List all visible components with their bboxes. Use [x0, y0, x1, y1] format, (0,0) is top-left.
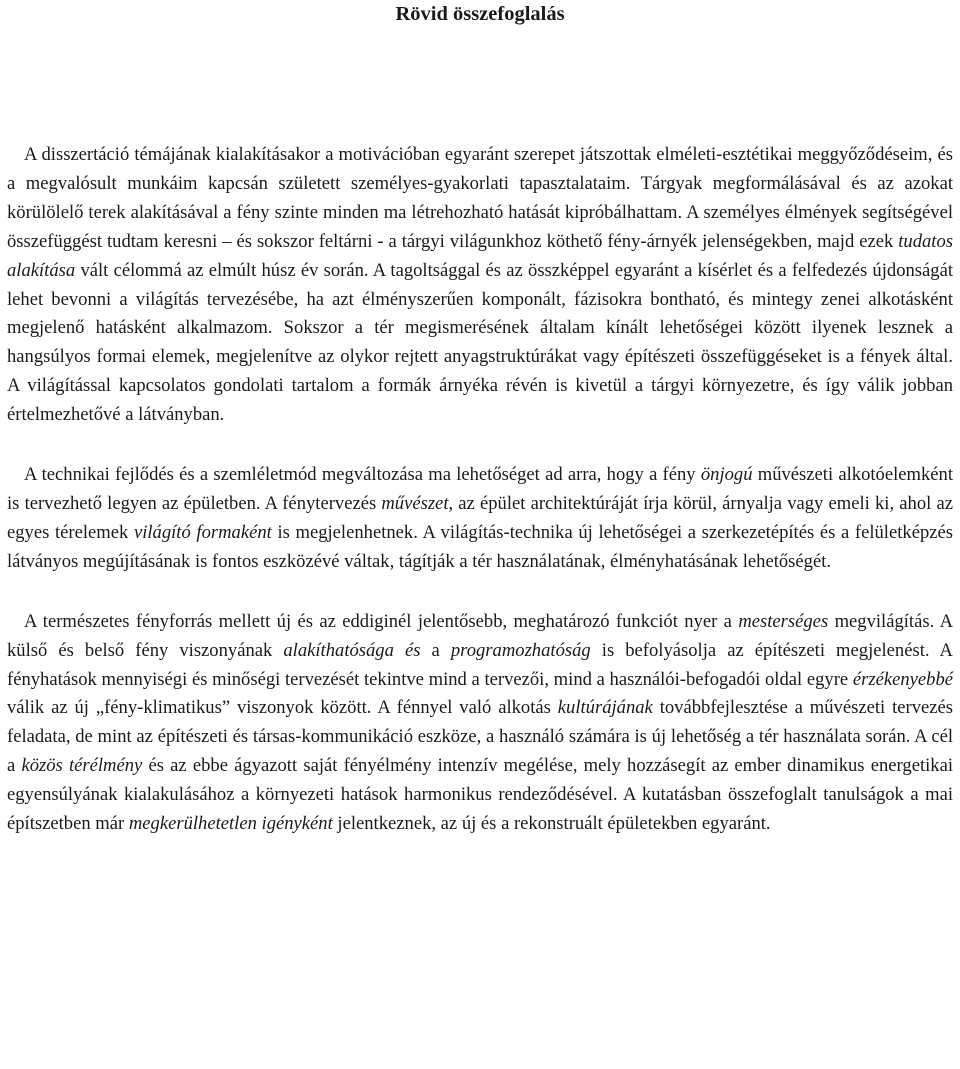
italic-text-run: közös térélmény — [21, 755, 143, 777]
text-run: a — [420, 639, 451, 661]
text-run: vált célommá az elmúlt húsz év során. A tagoltsággal és az összképpel egyaránt a kísérlet és a felfedezés újdonságát lehet bevonni a világítás tervezésébe, ha azt élményszerűen komponált, fázisokra bontható, és mintegy zenei alkotásként megjelenő hatásként alkalmazom. Sokszor a tér megismerésének általam kínált lehetőségei között ilyenek lesznek a hangsúlyos formai elemek, megjelenítve az olykor rejtett anyagstruktúrákat vagy építészeti összefüggéseket is a fények által. A világítással kapcsolatos gondolati tartalom a formák árnyéka révén is kivetül a tárgyi környezetre, és így válik jobban értelmezhetővé a látványban. — [7, 259, 953, 426]
italic-text-run: megkerülhetetlen igényként — [128, 813, 333, 835]
page-title: Rövid összefoglalás — [395, 3, 565, 25]
italic-text-run: érzékenyebbé — [852, 668, 953, 690]
italic-text-run: világító formaként — [133, 521, 272, 543]
italic-text-run: önjogú — [700, 464, 753, 486]
text-run: válik az új „fény-klimatikus” viszonyok között. A fénnyel való alkotás — [7, 697, 558, 719]
text-run: megvilágítás. A külső és belső fény viszonyának — [7, 610, 954, 661]
text-run: is befolyásolja az építészeti megjelenést. A fényhatások mennyiségi és minőségi tervezését tekintve mind a tervezői, mind a használói-befogadói oldal egyre — [7, 639, 953, 690]
text-run: és az ebbe ágyazott saját fényélmény intenzív megélése, mely hozzásegít az ember dinamikus energetikai egyensúlyának kialakulásához a környezeti hatások harmonikus rendeződésével. A kutatásban összefoglalt tanulságok a mai építszetben már — [7, 755, 953, 835]
text-run: A technikai fejlődés és a szemléletmód megváltozása ma lehetőséget ad arra, hogy a fény — [24, 464, 701, 486]
text-run: , az épület architektúráját írja körül, árnyalja vagy emeli ki, ahol az egyes térelemek — [7, 492, 953, 543]
italic-text-run: művészet — [381, 492, 449, 514]
paragraph-1 — [7, 141, 953, 430]
italic-text-run: kultúrájának — [557, 697, 653, 719]
text-run: továbbfejlesztése a művészeti tervezés feladata, de mint az építészeti és társas-kommunikáció eszköze, a használó számára is új lehetőség a tér használata során. A cél a — [7, 697, 953, 777]
italic-text-run: programozhatóság — [450, 639, 591, 661]
paragraph-3 — [7, 608, 953, 839]
italic-text-run: mesterséges — [738, 610, 829, 632]
paragraph-2 — [7, 461, 953, 577]
text-run: is megjelenhetnek. A világítás-technika új lehetőségei a szerkezetépítés és a felületképzés látványos megújításának is fontos eszközévé váltak, tágítják a tér használatának, élményhatásának lehetőségét. — [7, 521, 953, 572]
text-run: művészeti alkotóelemként is tervezhető legyen az épületben. A fénytervezés — [7, 464, 953, 514]
text-run: A disszertáció témájának kialakításakor a motivációban egyaránt szerepet játszottak elméleti-esztétikai meggyőződéseim, és a megvalósult munkáim kapcsán született személyes-gyakorlati tapasztalataim. Tárgyak megformálásával és az azokat körülölelő terek alakításával a fény szinte minden ma létrehozható hatását kipróbálhattam. A személyes élmények segítségével összefüggést tudtam keresni – és sokszor feltárni - a tárgyi világunkhoz köthető fény-árnyék jelenségekben, majd ezek — [7, 144, 953, 252]
text-run: A természetes fényforrás mellett új és az eddiginél jelentősebb, meghatározó funkciót nyer a — [24, 610, 739, 632]
italic-text-run: alakíthatósága és — [283, 639, 421, 661]
text-run: jelentkeznek, az új és a rekonstruált épületekben egyaránt. — [332, 813, 771, 835]
italic-text-run: tudatos alakítása — [7, 230, 953, 281]
document-page — [7, 0, 953, 839]
